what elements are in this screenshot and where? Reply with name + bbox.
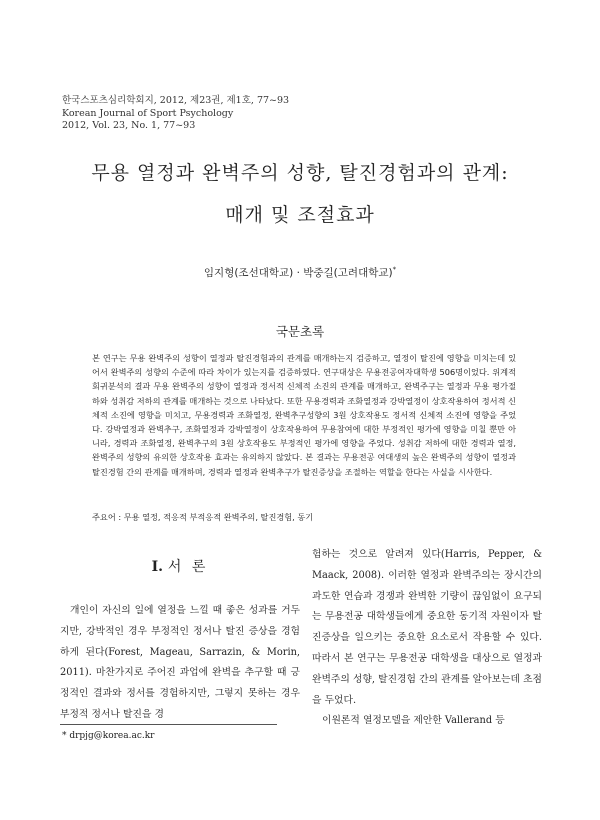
body-column-left: 개인이 자신의 일에 열정을 느낄 때 좋은 성과를 거두지만, 강박적인 경우 부정적인 정서나 탈진 증상을 경험하게 된다(Forest, Mageau, Sarrazin, & Morin, 2011). 마찬가지로 주어진 과업에 완벽을 추구할 때 긍정적인 결과와 정서를 경험하지만, 그렇지 못하는 경우 부정적 정서나 탈진을 경 bbox=[60, 605, 300, 720]
section-title: 서 론 bbox=[167, 559, 209, 575]
journal-citation-korean: 한국스포츠심리학회지, 2012, 제23권, 제1호, 77~93 bbox=[62, 95, 290, 106]
paper-subtitle: 매개 및 조절효과 bbox=[225, 204, 375, 226]
journal-name-english: Korean Journal of Sport Psychology bbox=[62, 107, 234, 119]
paper-title: 무용 열정과 완벽주의 성향, 탈진경험과의 관계: bbox=[91, 162, 509, 184]
body-paragraph-continued: 험하는 것으로 알려져 있다(Harris, Pepper, & Maack, 2008). 이러한 열정과 완벽주의는 장시간의 과도한 연습과 경쟁과 완벽한 기량이 끊임없이 요구되는 무용전공 대학생들에게 중요한 동기적 자원이자 탈진증상을 일으키는 중요한 요소로서 작용할 수 있다. 따라서 본 연구는 무용전공 대학생을 대상으로 열정과 완벽주의 성향, 탈진경험 간의 관계를 알아보는데 초점을 두었다. bbox=[312, 549, 543, 706]
section-heading bbox=[60, 556, 300, 576]
body-paragraph-next: 이원론적 열정모델을 제안한 Vallerand 등 bbox=[322, 715, 505, 727]
keywords: 주요어 : 무용 열정, 적응적 부적응적 완벽주의, 탈진경험, 동기 bbox=[92, 512, 314, 522]
abstract-heading: 국문초록 bbox=[275, 324, 325, 339]
corresponding-author-mark: * bbox=[392, 265, 397, 274]
author-names: 임지형(조선대학교) · 박중길(고려대학교) bbox=[203, 267, 393, 279]
footnote-divider bbox=[60, 724, 277, 725]
section-number: I. bbox=[151, 559, 164, 575]
author-line bbox=[0, 265, 600, 280]
journal-header bbox=[62, 95, 289, 133]
body-column-right bbox=[312, 545, 542, 732]
journal-citation-english: 2012, Vol. 23, No. 1, 77~93 bbox=[62, 120, 196, 131]
abstract-body: 본 연구는 무용 완벽주의 성향이 열정과 탈진경험과의 관계를 매개하는지 검증하고, 열정이 탈진에 영향을 미치는데 있어서 완벽주의 성향의 수준에 따라 차이가 있는지를 검증하였다. 연구대상은 무용전공여자대학생 506명이었다. 위계적 회귀분석의 결과 무용 완벽주의 성향이 열정과 정서적 신체적 소진의 관계를 매개하고, 완벽주구는 열정과 무용 평가절하와 성취감 저하의 관계를 매개하는 것으로 나타났다. 또한 무용경력과 조화열정과 강박열정이 상호작용하여 정서적 신체적 소진에 영향을 미치고, 무용경력과 조화열정, 완벽추구성향의 3원 상호작용도 정서적 신체적 소진에 영향을 주었다. 강박열정과 완벽추구, 조화열정과 강박열정이 상호작용하여 무용참여에 대한 부정적인 평가에 영향을 미칠 뿐만 아니라, 경력과 조화열정, 완벽추구의 3원 상호작용도 부정적인 평가에 영향을 주었다. 성취감 저하에 대한 경력과 열정, 완벽주의 성향의 유의한 상호작용 효과는 유의하지 않았다. 본 결과는 무용전공 여대생의 높은 완벽주의 성향이 열정과 탈진경험 간의 관계를 매개하며, 경력과 열정과 완벽추구가 탈진증상을 조절하는 역할을 한다는 사실을 시사한다. bbox=[92, 353, 516, 477]
footnote-email: * drpjg@korea.ac.kr bbox=[62, 731, 155, 741]
